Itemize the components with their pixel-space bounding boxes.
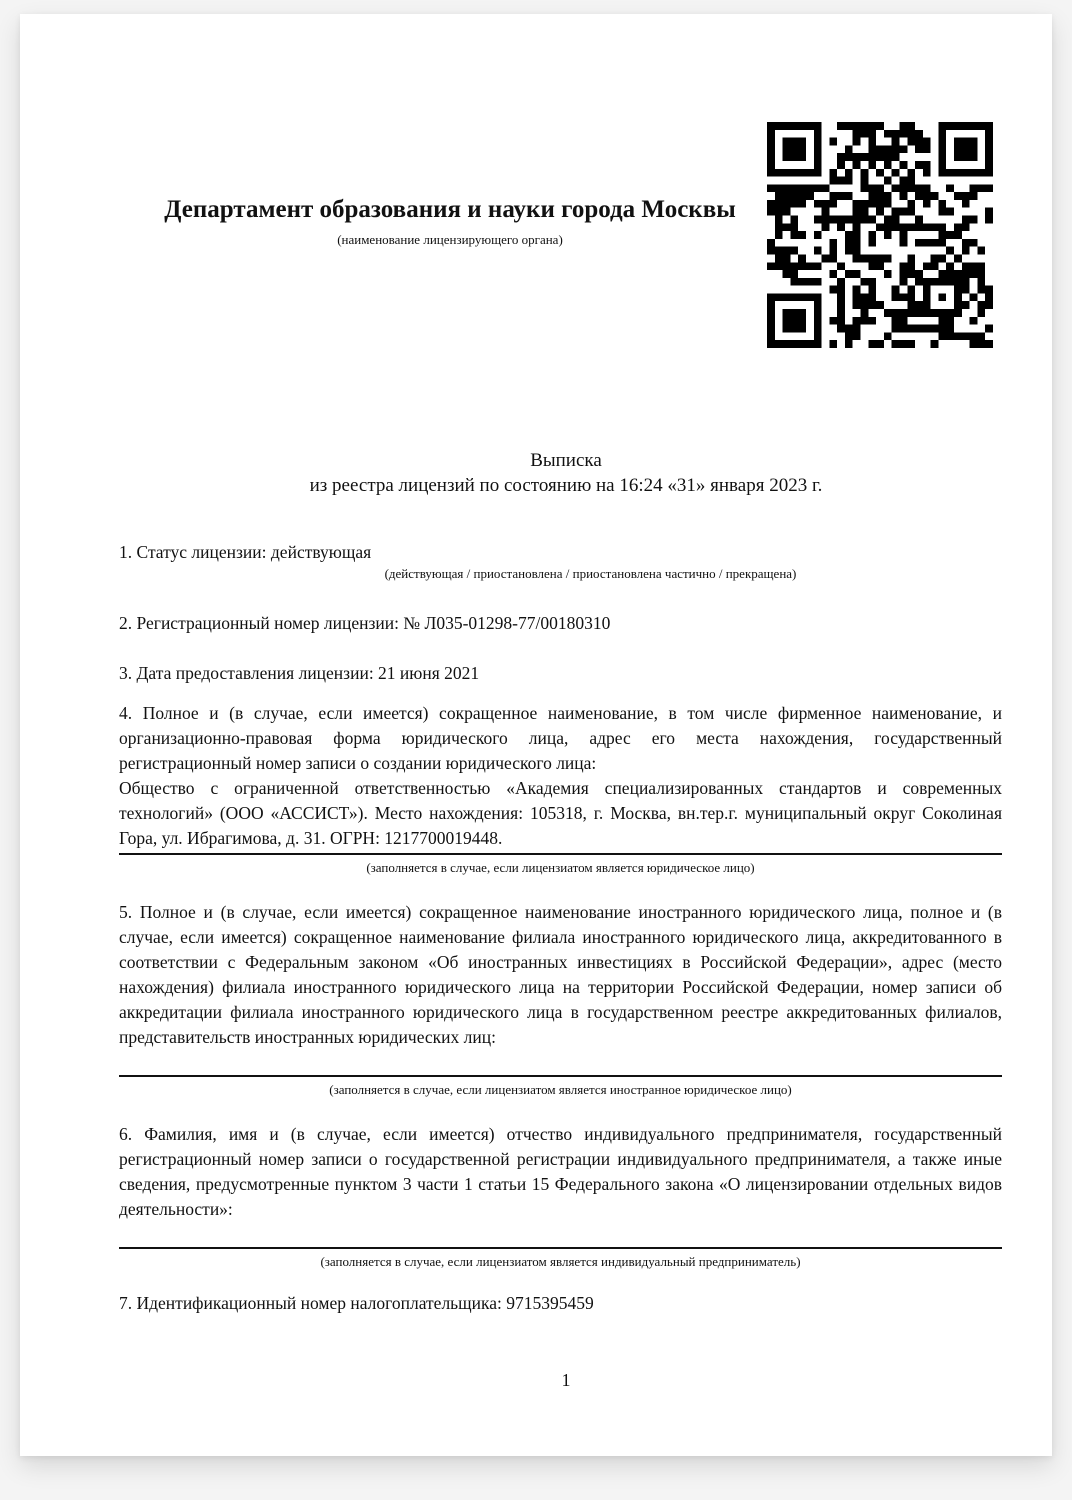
legal-entity-value: Общество с ограниченной ответственностью «Академия специализированных стандартов и современных технологий» (ООО «АССИСТ»). Место нахождения: 105318, г. Москва, вн.тер.г. муниципальный округ Соколиная Гора, ул. Ибрагимова, д. 31. ОГРН: 1217700019448.: [119, 778, 1002, 848]
entrepreneur-label: 6. Фамилия, имя и (в случае, если имеется) отчество индивидуального предпринимателя, государственный регистрационный номер записи о государственной регистрации индивидуального предпринимателя, а также иные сведения, предусмотренные пунктом 3 части 1 статьи 15 Федерального закона «О лицензировании отдельных видов деятельности»:: [119, 1124, 1002, 1219]
extract-subtitle: из реестра лицензий по состоянию на 16:24 «31» января 2023 г.: [309, 475, 823, 496]
authority-name: Департамент образования и науки города Москвы: [164, 196, 736, 223]
foreign-entity-section: [119, 900, 1002, 1099]
registration-number: 2. Регистрационный номер лицензии: № Л035-01298-77/00180310: [119, 613, 611, 633]
foreign-entity-hint: (заполняется в случае, если лицензиатом является иностранное юридическое лицо): [329, 1082, 792, 1097]
license-status-section: [119, 540, 1002, 583]
license-status: 1. Статус лицензии: действующая: [119, 542, 372, 562]
qr-code-icon: [767, 122, 993, 348]
taxpayer-id: 7. Идентификационный номер налогоплательщика: 9715395459: [119, 1293, 594, 1313]
extract-title: Выписка: [530, 450, 602, 471]
page-number: 1: [561, 1370, 571, 1390]
legal-entity-label: 4. Полное и (в случае, если имеется) сокращенное наименование, в том числе фирменное наименование, и организационно-правовая форма юридического лица, адрес его места нахождения, государственный регистрационный номер записи о создании юридического лица:: [119, 703, 1002, 773]
license-status-hint: (действующая / приостановлена / приостановлена частично / прекращена): [384, 566, 797, 581]
foreign-entity-blank: [119, 1050, 1002, 1077]
entrepreneur-section: [119, 1122, 1002, 1271]
foreign-entity-label: 5. Полное и (в случае, если имеется) сокращенное наименование иностранного юридического лица, полное и (в случае, если имеется) сокращенное наименование филиала иностранного юридического лица, аккредитованного в соответствии с Федеральным законом «Об иностранных инвестициях в Российской Федерации», адрес (место нахождения) филиала иностранного юридического лица на территории Российской Федерации, номер записи об аккредитации филиала иностранного юридического лица в государственном реестре аккредитованных филиалов, представительств иностранных юридических лиц:: [119, 902, 1002, 1047]
legal-entity-rule: [119, 853, 1002, 855]
document-page: [20, 14, 1052, 1456]
entrepreneur-blank: [119, 1222, 1002, 1249]
licensing-authority: [160, 192, 740, 248]
extract-heading: [20, 448, 1052, 498]
entrepreneur-hint: (заполняется в случае, если лицензиатом является индивидуальный предприниматель): [320, 1254, 801, 1269]
authority-caption: (наименование лицензирующего органа): [337, 232, 563, 247]
legal-entity-section: [119, 701, 1002, 877]
license-details: [119, 540, 1002, 1316]
legal-entity-hint: (заполняется в случае, если лицензиатом является юридическое лицо): [366, 860, 755, 875]
issue-date: 3. Дата предоставления лицензии: 21 июня 2021: [119, 663, 480, 683]
